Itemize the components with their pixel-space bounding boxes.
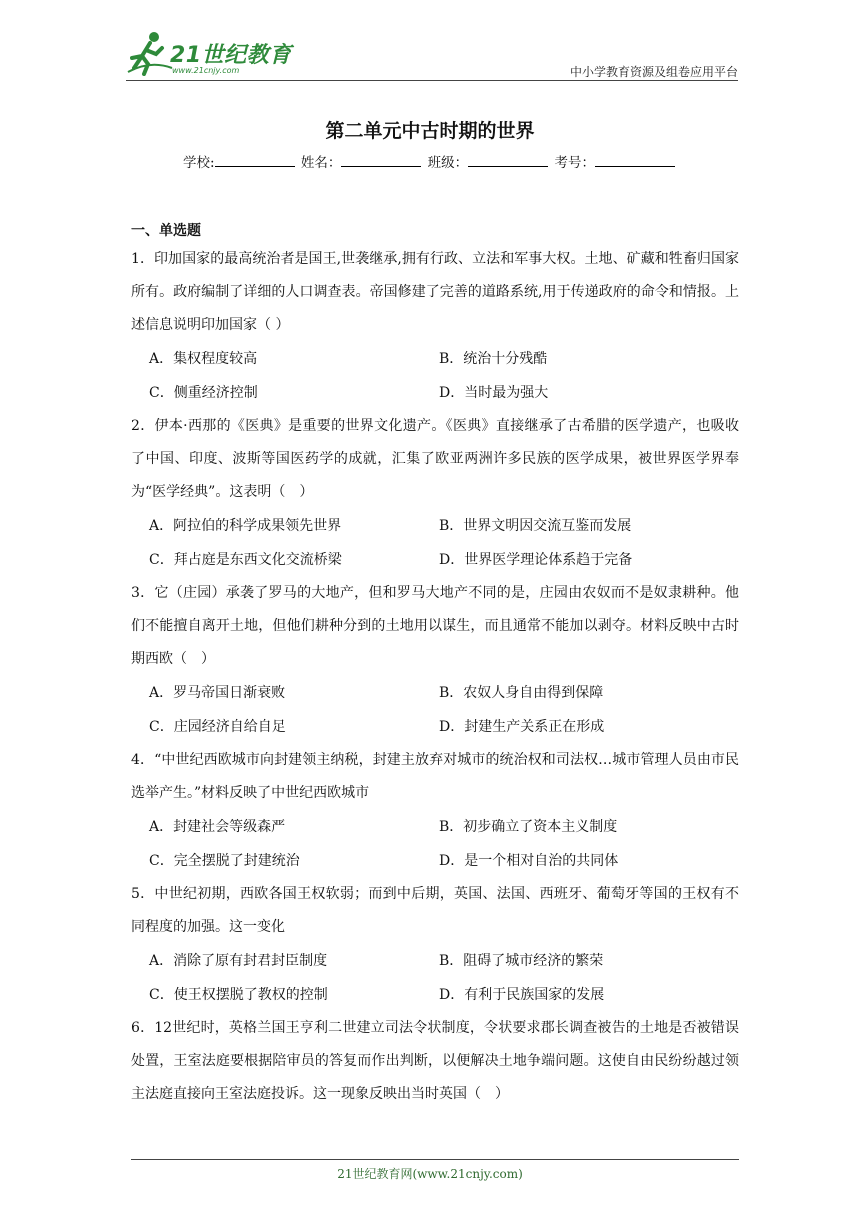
school-blank[interactable]: [215, 153, 295, 167]
option-group: [149, 944, 739, 1012]
school-field: [183, 151, 297, 171]
question-stem: 4．“中世纪西欧城市向封建领主纳税，封建主放弃对城市的统治权和司法权…城市管理人员由市民选举产生。”材料反映了中世纪西欧城市: [131, 752, 739, 801]
option-b[interactable]: B．阻碍了城市经济的繁荣: [439, 953, 604, 969]
question-1: [131, 243, 739, 410]
question-stem: 2．伊本·西那的《医典》是重要的世界文化遗产。《医典》直接继承了古希腊的医学遗产，也吸收了中国、印度、波斯等国医药学的成就，汇集了欧亚两洲许多民族的医学成果，被世界医学界奉为“医学经典”。这表明（ ）: [131, 418, 739, 500]
option-group: [149, 676, 739, 744]
question-4: [131, 744, 739, 878]
option-b[interactable]: B．农奴人身自由得到保障: [439, 685, 604, 701]
question-2: [131, 410, 739, 577]
option-c[interactable]: C．完全摆脱了封建统治: [149, 853, 300, 869]
class-blank[interactable]: [468, 153, 548, 167]
exam-no-blank[interactable]: [595, 153, 675, 167]
option-d[interactable]: D．世界医学理论体系趋于完备: [439, 552, 633, 568]
option-d[interactable]: D．是一个相对自治的共同体: [439, 853, 619, 869]
question-stem: 3．它（庄园）承袭了罗马的大地产，但和罗马大地产不同的是，庄园由农奴而不是奴隶耕种。他们不能擅自离开土地，但他们耕种分到的土地用以谋生，而且通常不能加以剥夺。材料反映中古时期西欧（ ）: [131, 585, 739, 667]
class-field: [428, 151, 551, 171]
page-footer: 21世纪教育网(www.21cnjy.com): [337, 1167, 523, 1181]
option-c[interactable]: C．使王权摆脱了教权的控制: [149, 987, 328, 1003]
question-stem: 6．12世纪时，英格兰国王亨利二世建立司法令状制度，令状要求郡长调查被告的土地是否被错误处置，王室法庭要根据陪审员的答复而作出判断，以便解决土地争端问题。这使自由民纷纷越过领主法庭直接向王室法庭投诉。这一现象反映出当时英国（ ）: [131, 1020, 739, 1102]
option-c[interactable]: C．侧重经济控制: [149, 385, 258, 401]
name-blank[interactable]: [341, 153, 421, 167]
school-label: 学校:: [183, 155, 215, 171]
option-a[interactable]: A．消除了原有封君封臣制度: [149, 953, 328, 969]
exam-no-field: [554, 151, 677, 171]
option-c[interactable]: C．庄园经济自给自足: [149, 719, 286, 735]
option-d[interactable]: D．当时最为强大: [439, 385, 549, 401]
option-a[interactable]: A．封建社会等级森严: [149, 819, 286, 835]
option-a[interactable]: A．集权程度较高: [149, 351, 258, 367]
option-group: [149, 810, 739, 878]
option-group: [149, 342, 739, 410]
option-c[interactable]: C．拜占庭是东西文化交流桥梁: [149, 552, 342, 568]
logo-text: 21世纪教育: [170, 43, 292, 68]
option-b[interactable]: B．初步确立了资本主义制度: [439, 819, 618, 835]
page-header: [126, 30, 738, 80]
exam-no-label: 考号：: [554, 155, 595, 171]
option-d[interactable]: D．封建生产关系正在形成: [439, 719, 605, 735]
class-label: 班级：: [427, 155, 469, 171]
site-logo: [126, 30, 296, 78]
question-list: [131, 243, 739, 1111]
platform-tagline: 中小学教育资源及组卷应用平台: [569, 65, 738, 79]
logo-url: www.21cnjy.com: [172, 66, 240, 75]
option-b[interactable]: B．统治十分残酷: [439, 351, 548, 367]
runner-logo-icon: [126, 30, 174, 76]
header-divider: [126, 80, 738, 81]
option-a[interactable]: A．罗马帝国日渐衰败: [149, 685, 286, 701]
section-heading: 一、单选题: [131, 223, 201, 239]
student-info-line: [0, 151, 860, 171]
option-a[interactable]: A．阿拉伯的科学成果领先世界: [149, 518, 342, 534]
option-group: [149, 509, 739, 577]
option-d[interactable]: D．有利于民族国家的发展: [439, 987, 605, 1003]
question-stem: 5．中世纪初期，西欧各国王权软弱；而到中后期，英国、法国、西班牙、葡萄牙等国的王权有不同程度的加强。这一变化: [131, 886, 739, 935]
footer-divider: [131, 1159, 739, 1160]
page-title: 第二单元中古时期的世界: [325, 120, 535, 142]
question-6: [131, 1012, 739, 1111]
name-field: [301, 151, 424, 171]
question-5: [131, 878, 739, 1012]
option-b[interactable]: B．世界文明因交流互鉴而发展: [439, 518, 632, 534]
question-3: [131, 577, 739, 744]
name-label: 姓名：: [300, 155, 342, 171]
question-stem: 1．印加国家的最高统治者是国王,世袭继承,拥有行政、立法和军事大权。土地、矿藏和牲畜归国家所有。政府编制了详细的人口调查表。帝国修建了完善的道路系统,用于传递政府的命令和情报。上述信息说明印加国家（ ）: [131, 251, 739, 333]
